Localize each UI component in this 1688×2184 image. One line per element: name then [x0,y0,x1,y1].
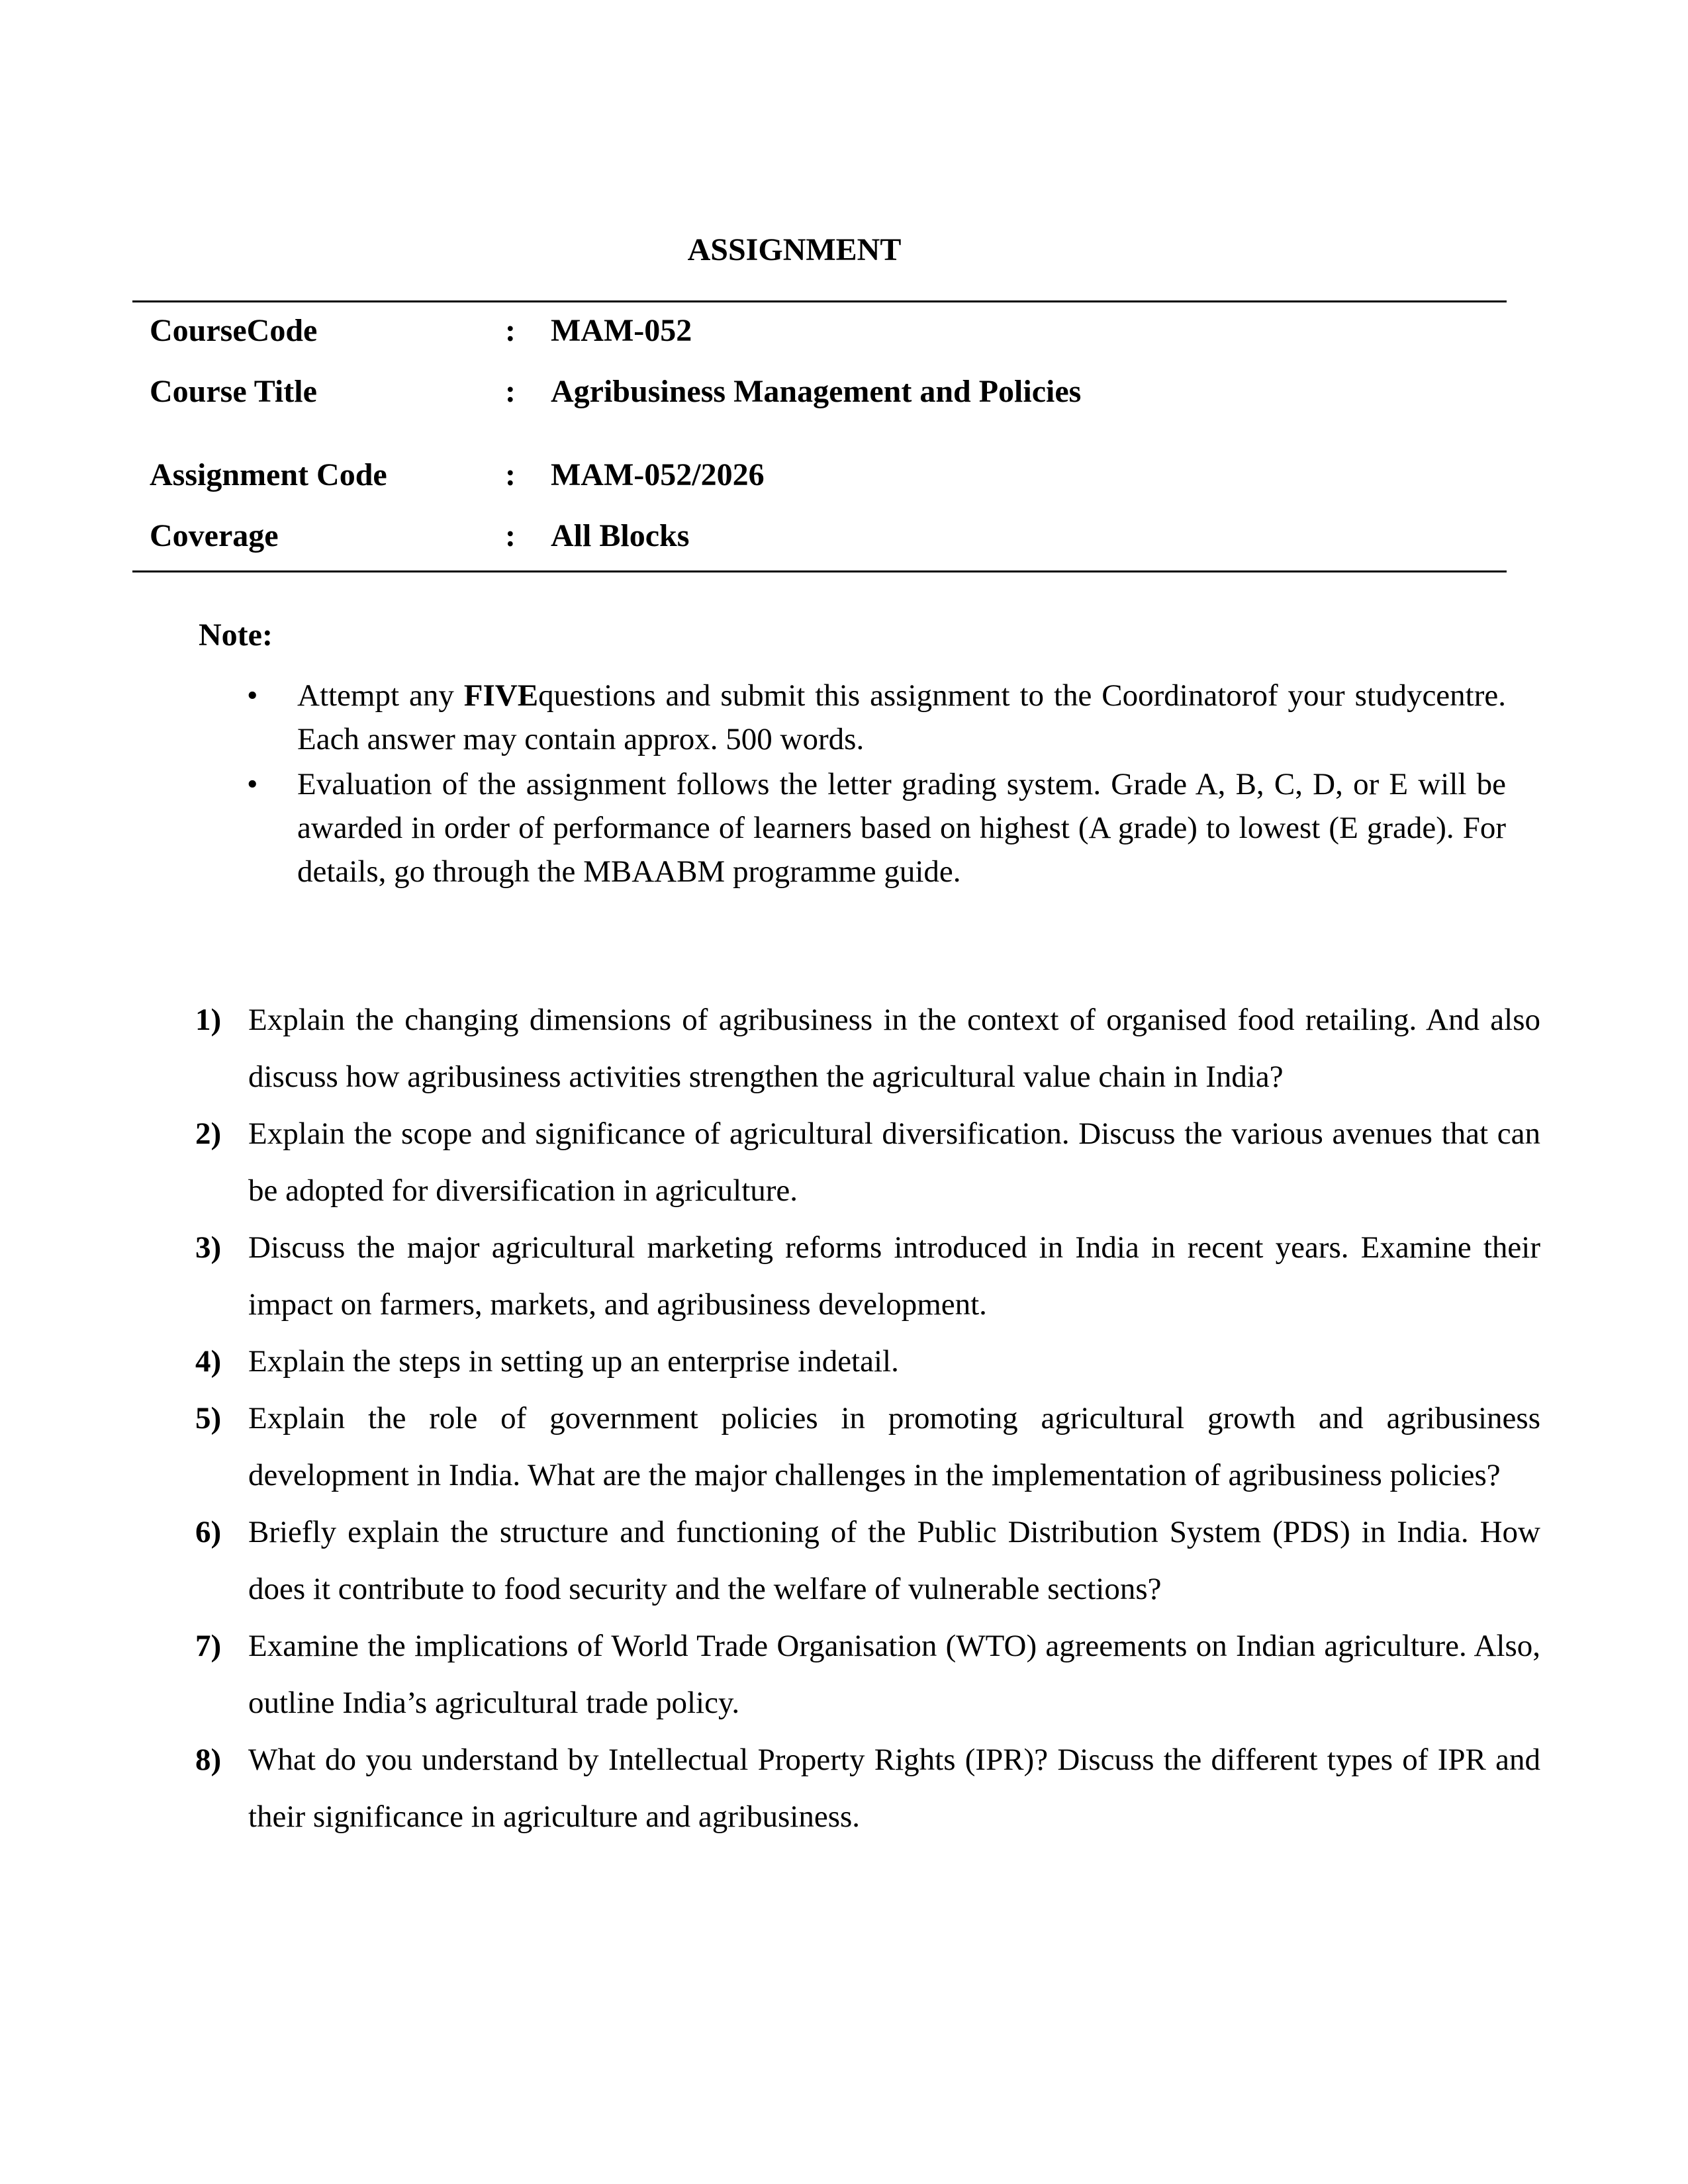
question-text: Examine the implications of World Trade Organisation (WTO) agreements on Indian agriculture. Also, outline India’s agricultural trade policy. [248,1629,1540,1720]
meta-label: CourseCode [150,313,318,348]
note-list [235,674,1506,895]
question-text: Explain the steps in setting up an enterprise indetail. [248,1344,899,1379]
bullet-icon: • [247,767,258,801]
question-number: 8) [195,1743,222,1777]
question-number: 4) [195,1344,222,1379]
meta-value: Agribusiness Management and Policies [551,374,1082,409]
page-title: ASSIGNMENT [687,232,902,267]
question-number: 3) [195,1230,222,1265]
meta-colon: : [505,518,516,553]
note-text-pre: Attempt any [297,678,464,713]
meta-row-course-title [150,372,1500,412]
question-text: What do you understand by Intellectual Property Rights (IPR)? Discuss the different types of IPR and their significance in agriculture and agribusiness. [248,1743,1540,1834]
meta-label: Coverage [150,518,279,553]
note-item [235,674,1506,761]
question-item [195,1731,1540,1845]
question-text: Explain the role of government policies in promoting agricultural growth and agribusiness development in India. What are the major challenges in the implementation of agribusiness policies? [248,1401,1540,1492]
meta-colon: : [505,374,516,409]
question-item [195,1333,1540,1390]
meta-value: MAM-052 [551,313,692,348]
question-text: Explain the scope and significance of agricultural diversification. Discuss the various avenues that can be adopted for diversification in agriculture. [248,1116,1540,1208]
question-number: 5) [195,1401,222,1435]
meta-colon: : [505,457,516,492]
meta-row-coverage [150,516,1500,556]
note-text-bold: FIVE [463,678,539,713]
meta-value: All Blocks [551,518,690,553]
question-number: 1) [195,1003,222,1037]
meta-value: MAM-052/2026 [551,457,765,492]
question-list [195,991,1540,1845]
note-item [235,762,1506,893]
question-item [195,1504,1540,1617]
note-text: Evaluation of the assignment follows the letter grading system. Grade A, B, C, D, or E will be awarded in order of performance of learners based on highest (A grade) to lowest (E grade). For details, go through the MBAABM programme guide. [297,767,1506,889]
question-item [195,1219,1540,1333]
question-item [195,1617,1540,1731]
question-item [195,1390,1540,1504]
question-item [195,991,1540,1105]
question-number: 7) [195,1629,222,1663]
meta-colon: : [505,313,516,348]
meta-row-assignment-code [150,455,1500,495]
meta-label: Course Title [150,374,317,409]
header-bottom-rule [132,570,1507,572]
note-text-post: questions and submit this assignment to the Coordinatorof your studycentre. Each answer may contain approx. 500 words. [297,678,1506,756]
question-number: 2) [195,1116,222,1151]
question-number: 6) [195,1515,222,1549]
meta-row-course-code [150,311,1500,351]
bullet-icon: • [247,678,258,713]
meta-label: Assignment Code [150,457,387,492]
question-text: Explain the changing dimensions of agribusiness in the context of organised food retailing. And also discuss how agribusiness activities strengthen the agricultural value chain in India? [248,1003,1540,1094]
question-text: Briefly explain the structure and functioning of the Public Distribution System (PDS) in India. How does it contribute to food security and the welfare of vulnerable sections? [248,1515,1540,1606]
note-heading: Note: [199,617,273,653]
header-top-rule [132,300,1507,302]
question-text: Discuss the major agricultural marketing reforms introduced in India in recent years. Examine their impact on farmers, markets, and agribusiness development. [248,1230,1540,1322]
question-item [195,1105,1540,1219]
